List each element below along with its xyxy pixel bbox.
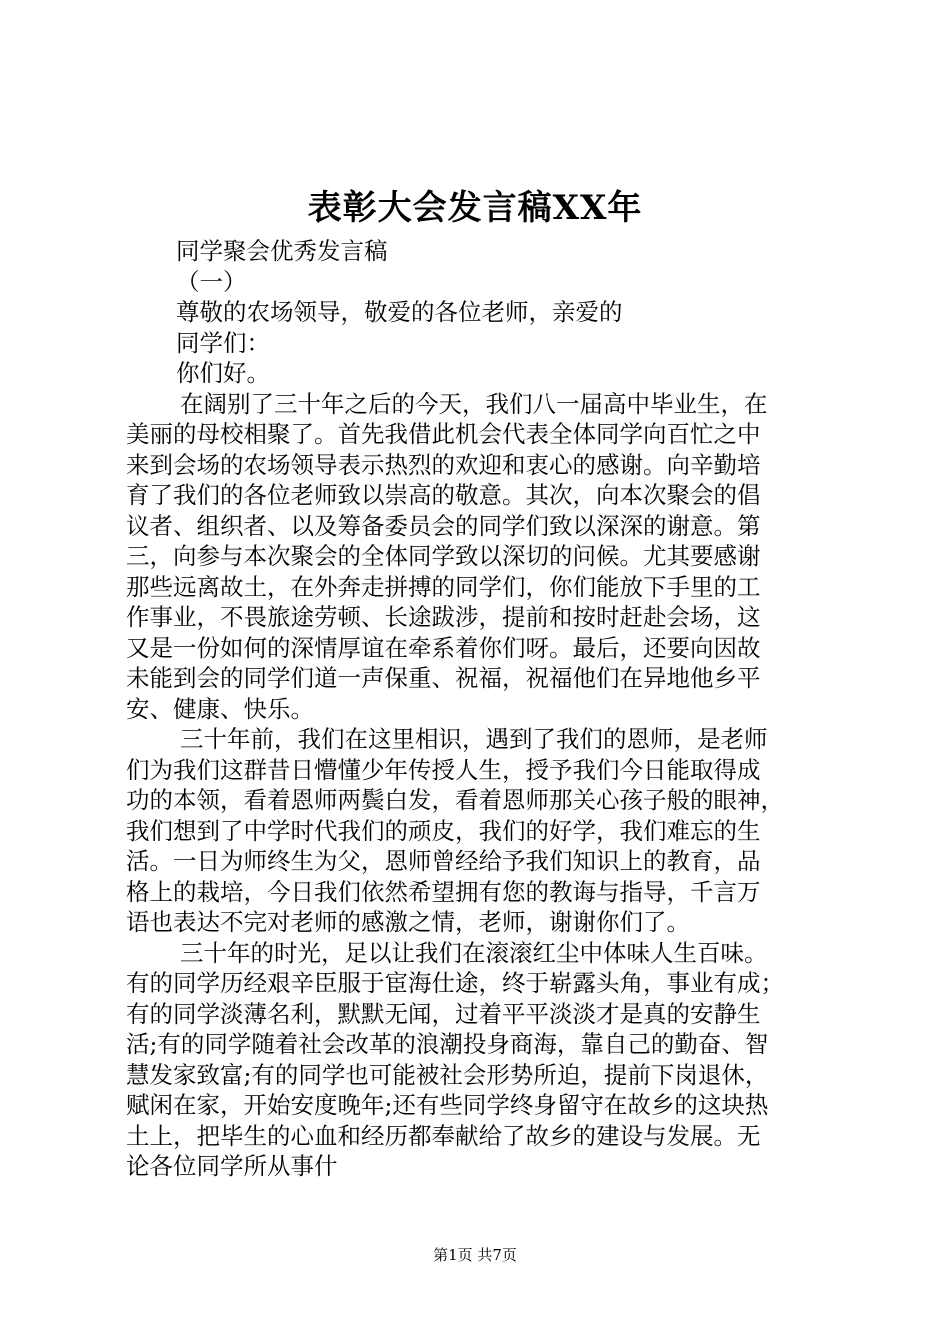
paragraph-line: 作事业，不畏旅途劳顿、长途跋涉，提前和按时赶赴会场，这 xyxy=(126,603,761,631)
subtitle-line: 同学聚会优秀发言稿 xyxy=(176,237,388,265)
paragraph-line: 赋闲在家，开始安度晚年;还有些同学终身留守在故乡的这块热 xyxy=(126,1091,769,1119)
page-footer: 第1页 共7页 xyxy=(433,1246,517,1264)
section-number-line: （一） xyxy=(176,267,247,296)
greeting-line: 尊敬的农场领导，敬爱的各位老师，亲爱的 xyxy=(176,298,623,326)
paragraph-line: 土上，把毕生的心血和经历都奉献给了故乡的建设与发展。无 xyxy=(126,1121,761,1150)
paragraph-line: 未能到会的同学们道一声保重、祝福，祝福他们在异地他乡平 xyxy=(126,664,761,692)
paragraph-line: 三十年前，我们在这里相识，遇到了我们的恩师，是老师 xyxy=(180,725,768,753)
greeting-line: 你们好。 xyxy=(176,359,270,387)
document-title: 表彰大会发言稿XX年 xyxy=(307,188,643,228)
paragraph-line: 有的同学淡薄名利，默默无闻，过着平平淡淡才是真的安静生 xyxy=(126,999,761,1028)
paragraph-line: 慧发家致富;有的同学也可能被社会形势所迫，提前下岗退休， xyxy=(126,1060,769,1089)
greeting-line: 同学们： xyxy=(176,328,270,357)
document-body xyxy=(126,236,836,1182)
paragraph-line: 美丽的母校相聚了。首先我借此机会代表全体同学向百忙之中 xyxy=(126,420,761,448)
paragraph-line: 在阔别了三十年之后的今天，我们八一届高中毕业生，在 xyxy=(180,389,768,418)
paragraph-line: 活;有的同学随着社会改革的浪潮投身商海，靠自己的勤奋、智 xyxy=(126,1030,769,1058)
paragraph-line: 三，向参与本次聚会的全体同学致以深切的问候。尤其要感谢 xyxy=(126,542,761,570)
paragraph-line: 语也表达不完对老师的感激之情，老师，谢谢你们了。 xyxy=(126,908,690,936)
paragraph-line: 那些远离故土，在外奔走拼搏的同学们，你们能放下手里的工 xyxy=(126,572,761,601)
paragraph-line: 有的同学历经艰辛臣服于宦海仕途，终于崭露头角，事业有成； xyxy=(126,969,784,997)
paragraph-line: 来到会场的农场领导表示热烈的欢迎和衷心的感谢。向辛勤培 xyxy=(126,450,761,479)
paragraph-line: 活。一日为师终生为父，恩师曾经给予我们知识上的教育，品 xyxy=(126,847,761,875)
paragraph-line: 议者、组织者、以及筹备委员会的同学们致以深深的谢意。第 xyxy=(126,511,761,540)
paragraph-line: 格上的栽培，今日我们依然希望拥有您的教诲与指导，千言万 xyxy=(126,877,761,906)
paragraph-line: 我们想到了中学时代我们的顽皮，我们的好学，我们难忘的生 xyxy=(126,816,761,845)
paragraph-line: 又是一份如何的深情厚谊在牵系着你们呀。最后，还要向因故 xyxy=(126,633,761,662)
paragraph-line: 功的本领，看着恩师两鬓白发，看着恩师那关心孩子般的眼神， xyxy=(126,786,784,814)
paragraph-line: 安、健康、快乐。 xyxy=(126,694,314,723)
paragraph-line: 育了我们的各位老师致以崇高的敬意。其次，向本次聚会的倡 xyxy=(126,481,761,509)
paragraph-line: 三十年的时光，足以让我们在滚滚红尘中体味人生百味。 xyxy=(180,938,768,967)
paragraph-line: 论各位同学所从事什 xyxy=(126,1152,338,1180)
paragraph-line: 们为我们这群昔日懵懂少年传授人生，授予我们今日能取得成 xyxy=(126,755,761,784)
